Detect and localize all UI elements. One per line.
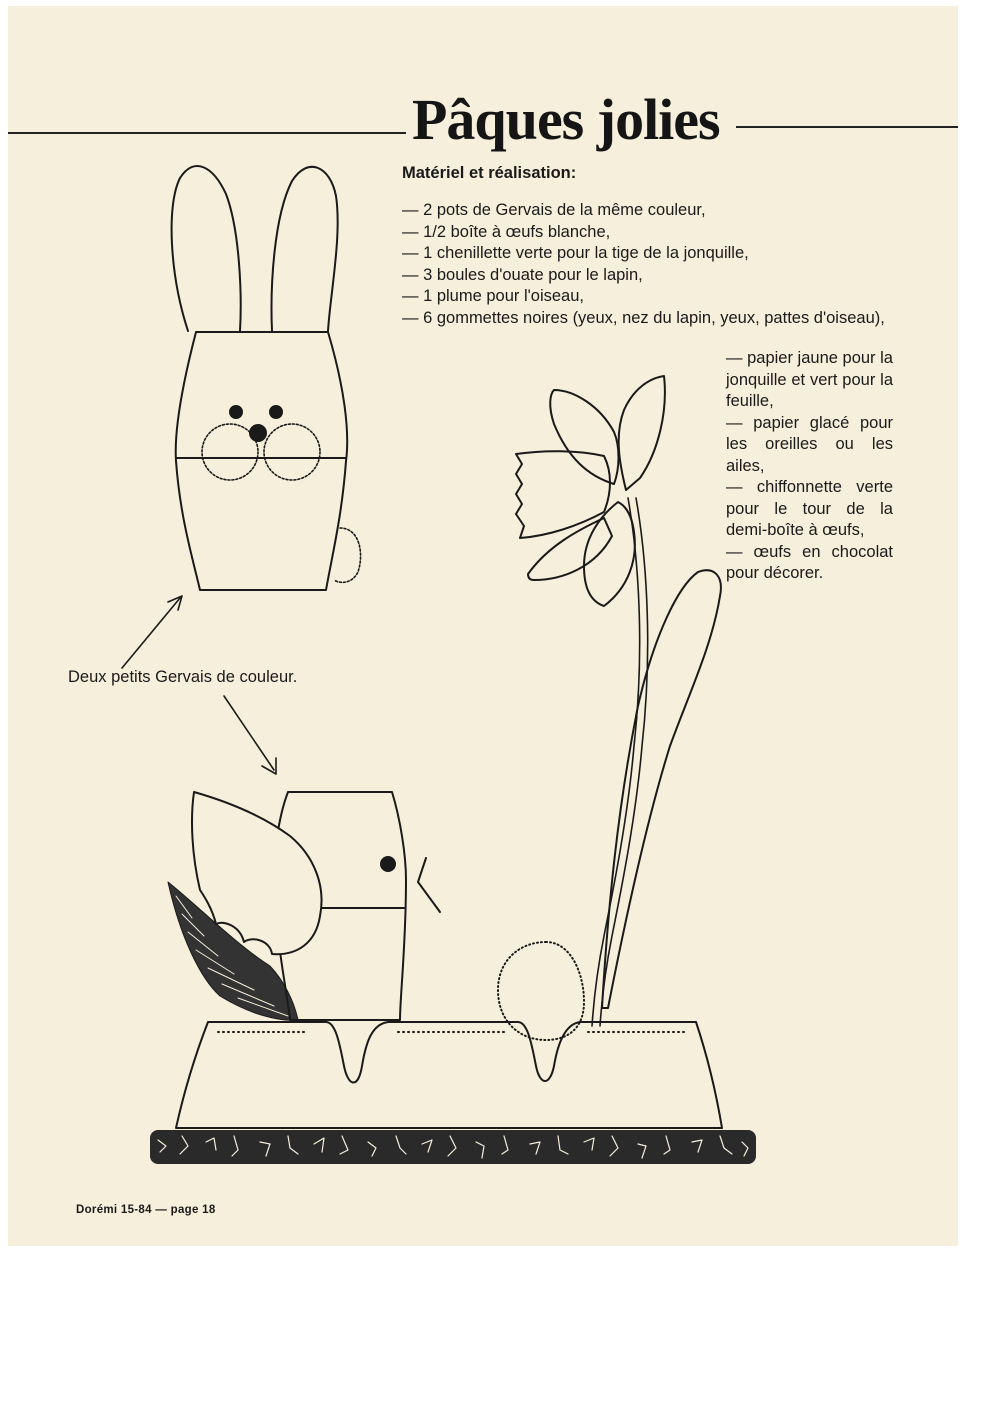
bunny-cheek-left xyxy=(202,424,258,480)
arrows xyxy=(122,596,276,774)
list-item: — 2 pots de Gervais de la même couleur, xyxy=(402,201,706,219)
egg-box-drawing xyxy=(176,1022,722,1128)
daffodil-leaf xyxy=(602,570,721,1008)
bunny-eye-right xyxy=(270,406,282,418)
list-item: — 3 boules d'ouate pour le lapin, xyxy=(402,265,643,284)
list-item: — papier glacé pour les oreilles ou les ailes, xyxy=(726,413,893,475)
daffodil-stem xyxy=(592,498,640,1026)
bunny-cup xyxy=(176,332,348,590)
bunny-nose xyxy=(250,425,266,441)
bunny-ear-left xyxy=(172,166,241,331)
list-item: — 1 chenillette verte pour la tige de la jonquille, xyxy=(402,244,749,262)
arrow-down-head xyxy=(262,758,276,774)
arrow-up xyxy=(122,598,180,668)
bunny-tail xyxy=(334,528,361,582)
bunny-ear-right xyxy=(272,167,338,331)
magazine-page xyxy=(8,6,958,1246)
bunny-cheek-right xyxy=(264,424,320,480)
illustration-caption: Deux petits Gervais de couleur. xyxy=(68,668,298,686)
bunny-drawing xyxy=(172,166,361,590)
list-item: — 6 gommettes noires (yeux, nez du lapin, yeux, pattes d'oiseau), xyxy=(402,308,885,327)
page-title: Pâques jolies xyxy=(412,87,720,152)
bird-eye xyxy=(381,857,395,871)
list-item: — 1/2 boîte à œufs blanche, xyxy=(402,222,611,241)
daffodil-drawing xyxy=(516,376,721,1026)
bunny-eye-left xyxy=(230,406,242,418)
egg-box xyxy=(176,1022,722,1128)
materials-heading: Matériel et réalisation: xyxy=(402,164,577,182)
bird-beak xyxy=(418,858,440,912)
daffodil-petal-top-right xyxy=(619,376,665,490)
list-item: — papier jaune pour la jonquille et vert pour la feuille, xyxy=(726,349,893,410)
fringe-border xyxy=(150,1130,756,1164)
list-item: — œufs en chocolat pour décorer. xyxy=(726,542,893,582)
page-footer: Dorémi 15-84 — page 18 xyxy=(76,1204,216,1216)
craft-illustration xyxy=(8,6,958,1246)
fringe-band xyxy=(150,1130,756,1164)
bird-drawing xyxy=(168,792,440,1020)
list-item: — chiffonnette verte pour le tour de la demi-boîte à œufs, xyxy=(726,478,893,539)
arrow-down xyxy=(224,696,274,770)
list-item: — 1 plume pour l'oiseau, xyxy=(402,287,584,305)
